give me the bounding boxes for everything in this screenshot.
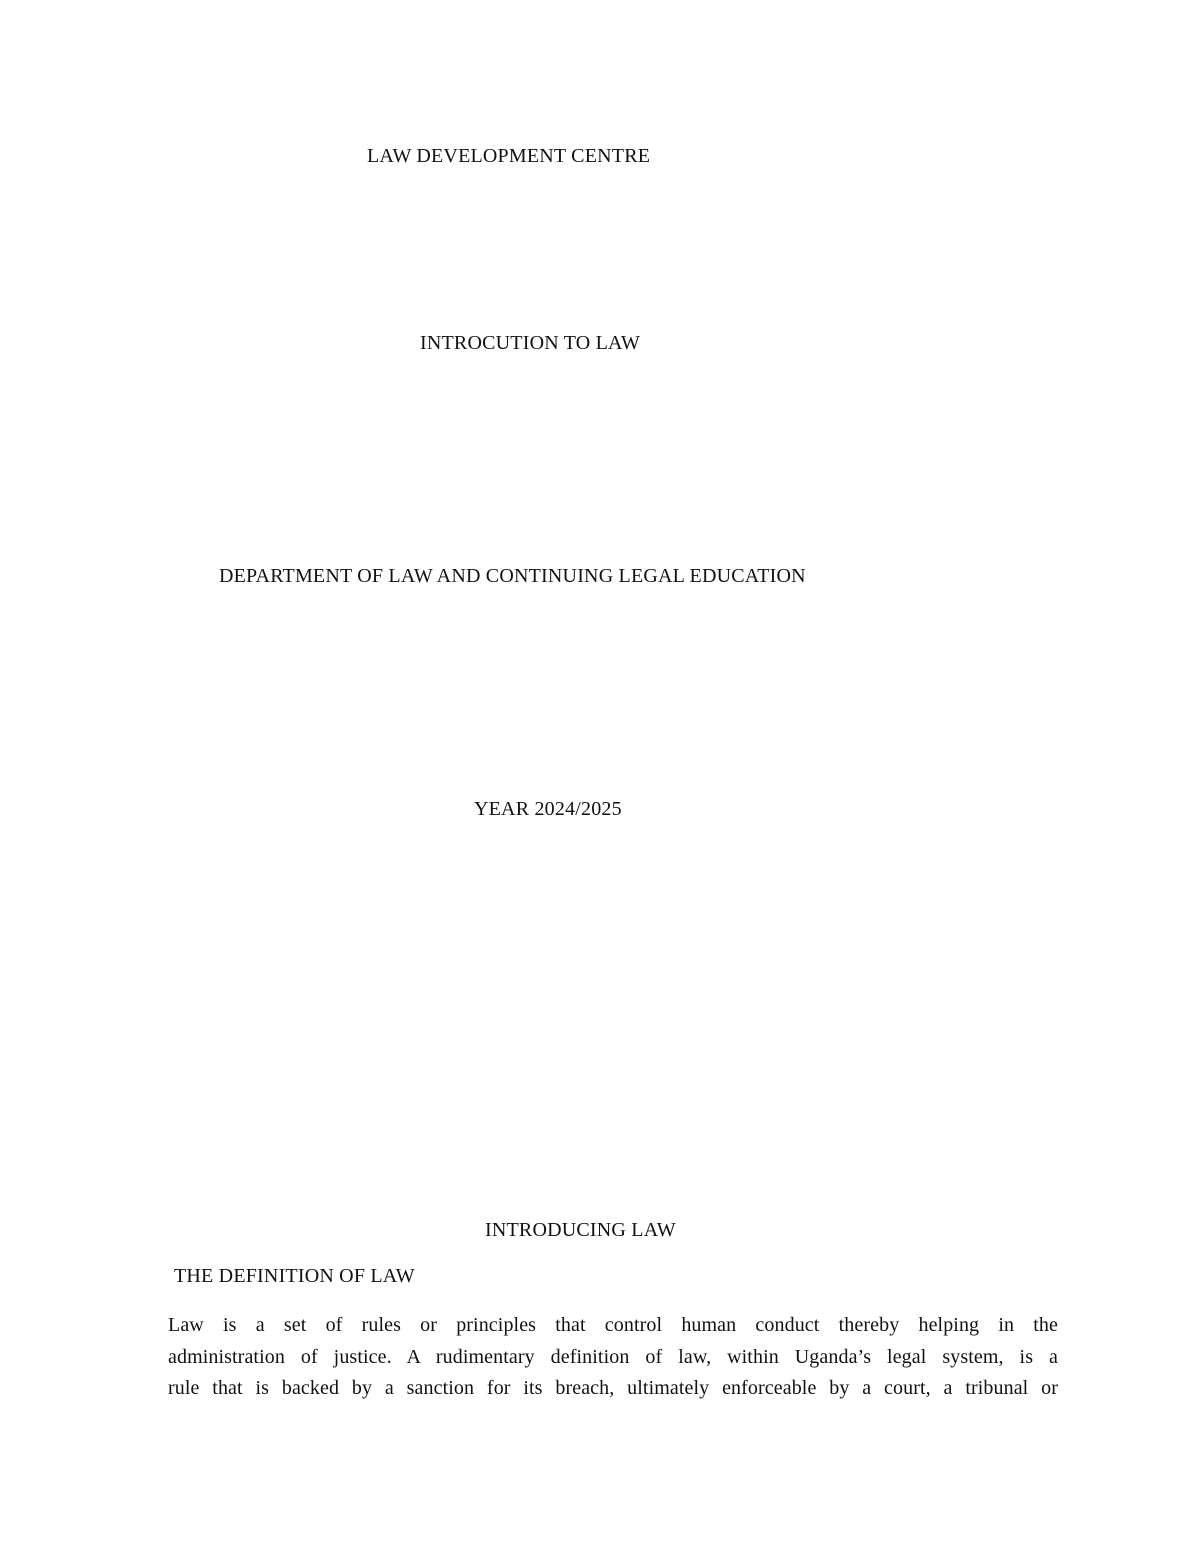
section-heading: INTRODUCING LAW [485,1219,676,1241]
course-title: INTROCUTION TO LAW [420,332,641,354]
department-name: DEPARTMENT OF LAW AND CONTINUING LEGAL EDUCATION [219,565,806,587]
academic-year: YEAR 2024/2025 [474,798,622,820]
institution-name: LAW DEVELOPMENT CENTRE [367,145,651,167]
definition-paragraph [168,1310,1058,1405]
paragraph-line: rule that is backed by a sanction for its breach, ultimately enforceable by a court, a tribunal or [168,1377,1058,1399]
paragraph-line: administration of justice. A rudimentary definition of law, within Uganda’s legal system, is a [168,1345,1058,1368]
subsection-heading: THE DEFINITION OF LAW [174,1265,415,1287]
paragraph-line: Law is a set of rules or principles that control human conduct thereby helping in the [168,1314,1058,1336]
